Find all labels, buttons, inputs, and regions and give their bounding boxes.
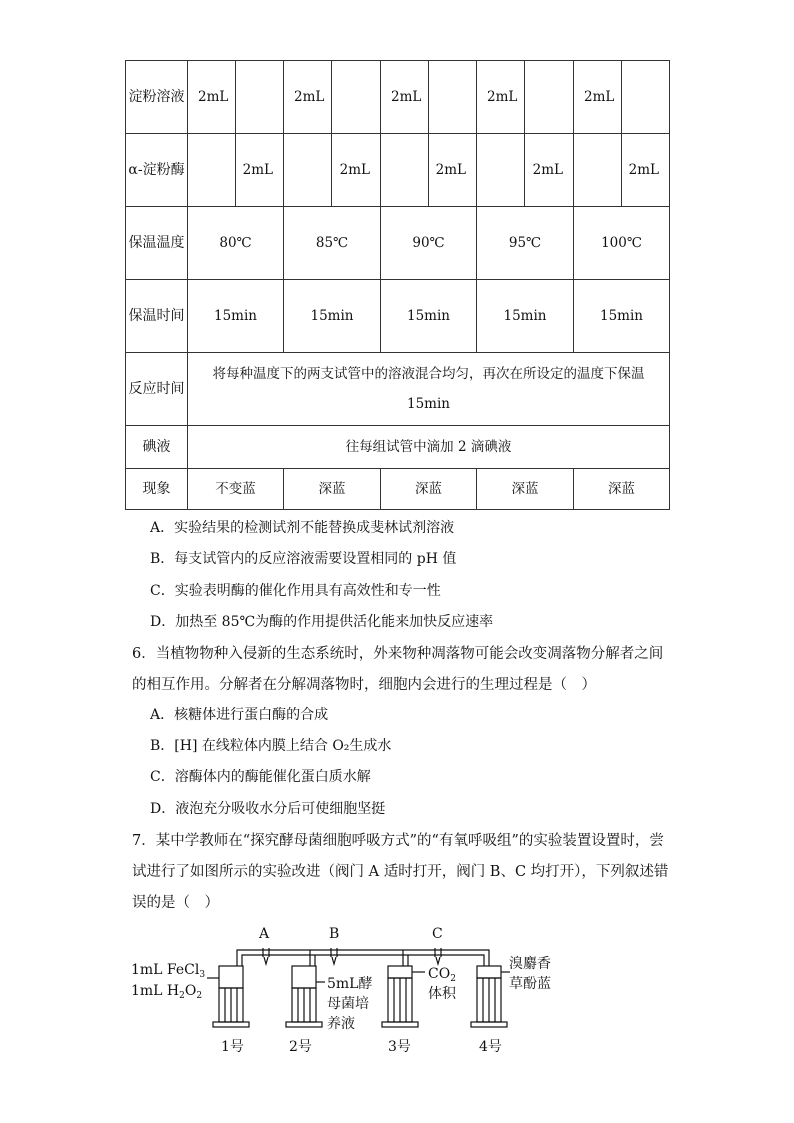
q5-option-a: A．实验结果的检测试剂不能替换成斐林试剂溶液 [150,520,455,536]
cell: 80℃ [188,207,284,280]
row-starch [126,61,670,134]
q5-option-d: D．加热至 85℃为酶的作用提供活化能来加快反应速率 [150,614,494,630]
bromothymol-label-line-1: 溴麝香 [509,956,551,972]
row-phenomenon [126,469,670,510]
q7-stem: 7．某中学教师在“探究酵母菌细胞呼吸方式”的“有氧呼吸组”的实验装置设置时，尝试进行了如图所示的实验改进（阀门 A 适时打开，阀门 B、C 均打开），下列叙述错误的是（ ） [132,833,669,911]
cell: 2mL [429,134,477,207]
cell [188,134,236,207]
valve-b-label: B [329,926,340,942]
cell: 95℃ [477,207,574,280]
cell: 15min [477,280,574,353]
cell: 15min [188,280,284,353]
row-label: 现象 [126,469,188,510]
cell: 2mL [574,61,622,134]
cell: 90℃ [381,207,477,280]
syringe-1 [213,966,249,1027]
syringe-4 [471,966,507,1027]
row-incubation-time [126,280,670,353]
cell: 往每组试管中滴加 2 滴碘液 [188,426,670,469]
valve-b [329,926,339,964]
row-reaction-time [126,353,670,426]
cell: 15min [284,280,381,353]
cell [477,134,525,207]
row-label: 反应时间 [126,353,188,426]
cell: 15min [574,280,670,353]
cell: 2mL [188,61,236,134]
cell [284,134,332,207]
cell: 深蓝 [574,469,670,510]
valve-a-label: A [259,926,270,942]
cell [236,61,284,134]
cell: 85℃ [284,207,381,280]
q5-option-c: C．实验表明酶的催化作用具有高效性和专一性 [150,583,441,599]
row-amylase [126,134,670,207]
cell [381,134,429,207]
cell [332,61,381,134]
yeast-label-line-2: 母菌培 [327,996,369,1012]
cell [622,61,670,134]
cell: 不变蓝 [188,469,284,510]
q6-option-c: C．溶酶体内的酶能催化蛋白质水解 [150,769,371,785]
cell: 深蓝 [381,469,477,510]
row-label: α-淀粉酶 [126,134,188,207]
row-label: 保温时间 [126,280,188,353]
q6-stem: 6．当植物物种入侵新的生态系统时，外来物种凋落物可能会改变凋落物分解者之间的相互作用。分解者在分解凋落物时，细胞内会进行的生理过程是（ ） [132,646,664,693]
co2-volume-label: 体积 [428,986,456,1002]
cell [574,134,622,207]
reagent-fecl3-label: 1mL FeCl$_3$ [131,962,206,980]
reagent-h2o2-label: 1mL $H_2O_2$ [131,983,203,1001]
q5-option-b: B．每支试管内的反应溶液需要设置相同的 pH 值 [150,551,457,567]
valve-c-label: C [432,926,443,942]
syringe-3-number: 3号 [388,1039,411,1055]
q6-option-a: A．核糖体进行蛋白酶的合成 [150,707,329,723]
syringe-2 [286,966,322,1027]
cell: 15min [381,280,477,353]
cell: 2mL [236,134,284,207]
syringe-3 [382,966,418,1027]
yeast-label-line-1: 5mL酵 [327,976,373,992]
row-label: 碘液 [126,426,188,469]
row-label: 保温温度 [126,207,188,280]
valve-a [258,926,270,964]
row-label: 淀粉溶液 [126,61,188,134]
syringe-1-number: 1号 [221,1039,244,1055]
row-temperature [126,207,670,280]
syringe-2-number: 2号 [289,1039,312,1055]
row-iodine [126,426,670,469]
experiment-table [125,60,670,510]
valve-c [432,926,443,964]
co2-label: $CO_2$ [428,966,456,984]
apparatus-figure [125,920,575,1070]
yeast-label-line-3: 养液 [327,1016,355,1032]
cell: 2mL [525,134,574,207]
cell [525,61,574,134]
q6-option-b: B．[H] 在线粒体内膜上结合 O₂生成水 [150,738,392,754]
cell: 100℃ [574,207,670,280]
cell: 2mL [477,61,525,134]
cell: 深蓝 [284,469,381,510]
cell: 深蓝 [477,469,574,510]
cell: 2mL [622,134,670,207]
bromothymol-label-line-2: 草酚蓝 [509,976,551,992]
cell: 将每种温度下的两支试管中的溶液混合均匀，再次在所设定的温度下保温15min [188,353,670,426]
cell: 2mL [284,61,332,134]
cell [429,61,477,134]
q6-option-d: D．液泡充分吸收水分后可使细胞坚挺 [150,801,386,817]
cell: 2mL [332,134,381,207]
syringe-4-number: 4号 [479,1039,502,1055]
cell: 2mL [381,61,429,134]
